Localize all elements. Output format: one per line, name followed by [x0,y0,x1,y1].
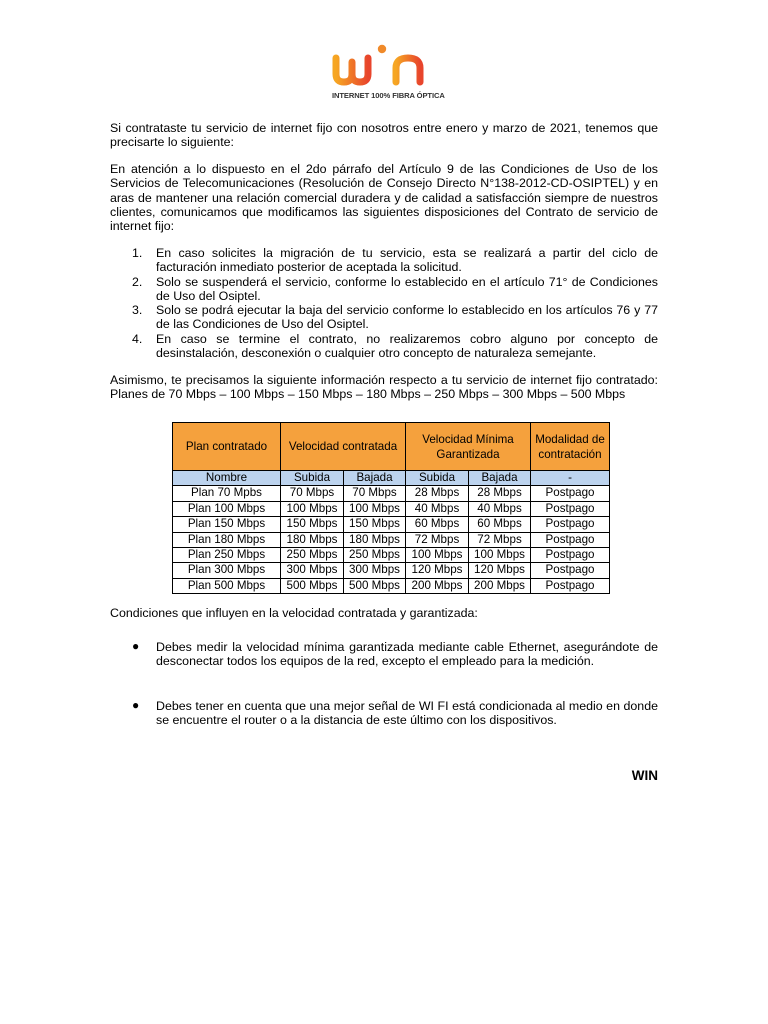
table-cell: 300 Mbps [281,563,344,578]
table-cell: 180 Mbps [344,532,406,547]
table-cell: 60 Mbps [469,517,531,532]
header-plan: Plan contratado [173,423,281,471]
table-cell: 28 Mbps [406,486,469,501]
subheader-cell: Subida [406,471,469,486]
table-cell: Plan 180 Mbps [173,532,281,547]
table-cell: 150 Mbps [281,517,344,532]
table-cell: Plan 300 Mbps [173,563,281,578]
table-cell: Plan 500 Mbps [173,578,281,593]
list-text: En caso solicites la migración de tu servicio, esta se realizará a partir del ciclo de facturación inmediato posterior de aceptada la solicitud. [156,246,658,275]
table-cell: 200 Mbps [406,578,469,593]
signature: WIN [631,768,658,783]
subheader-cell: Bajada [469,471,531,486]
table-cell: Plan 70 Mpbs [173,486,281,501]
table-header-row [173,423,610,471]
header-velocidad: Velocidad contratada [281,423,406,471]
list-item [110,332,658,361]
plans-table [172,422,610,594]
table-cell: 150 Mbps [344,517,406,532]
list-item [110,246,658,275]
intro-paragraph: Si contrataste tu servicio de internet fijo con nosotros entre enero y marzo de 2021, tenemos que precisarte lo siguiente: [110,121,658,150]
table-cell: Plan 150 Mbps [173,517,281,532]
table-cell: Postpago [531,578,610,593]
subheader-cell: Subida [281,471,344,486]
table-cell: Postpago [531,486,610,501]
table-row [173,486,610,501]
table-row [173,578,610,593]
table-cell: Postpago [531,501,610,516]
table-cell: 120 Mbps [406,563,469,578]
table-cell: 300 Mbps [344,563,406,578]
table-cell: 180 Mbps [281,532,344,547]
table-cell: 70 Mbps [281,486,344,501]
table-cell: 60 Mbps [406,517,469,532]
list-number: 2. [132,274,143,289]
table-row [173,548,610,563]
table-cell: 250 Mbps [344,548,406,563]
table-cell: Plan 100 Mbps [173,501,281,516]
table-cell: 28 Mbps [469,486,531,501]
table-row [173,517,610,532]
table-cell: 250 Mbps [281,548,344,563]
bullet-icon: ● [132,698,140,712]
table-cell: 100 Mbps [344,501,406,516]
bullet-list [110,699,658,728]
asimismo-paragraph: Asimismo, te precisamos la siguiente información respecto a tu servicio de internet fijo contratado: Planes de 70 Mbps – 100 Mbps – 150 Mbps – 180 Mbps – 250 Mbps – 300 Mbps – 500 Mbps [110,373,658,402]
table-cell: 500 Mbps [281,578,344,593]
header-minima: Velocidad Mínima Garantizada [406,423,531,471]
bullet-text: Debes tener en cuenta que una mejor señal de WI FI está condicionada al medio en donde se encuentre el router o a la distancia de este último con los dispositivos. [156,699,658,728]
list-text: Solo se suspenderá el servicio, conforme lo establecido en el artículo 71° de Condiciones de Uso del Osiptel. [156,274,658,303]
table-row [173,532,610,547]
table-cell: 200 Mbps [469,578,531,593]
list-number: 3. [132,303,143,318]
list-text: En caso se termine el contrato, no realizaremos cobro alguno por concepto de desinstalación, desconexión o cualquier otro concepto de naturaleza semejante. [156,331,658,361]
list-item [110,699,658,728]
table-cell: 72 Mbps [406,532,469,547]
list-number: 4. [132,331,143,346]
table-cell: 120 Mbps [469,563,531,578]
table-row [173,501,610,516]
table-cell: 72 Mbps [469,532,531,547]
bullet-list [110,640,658,669]
list-item [110,275,658,304]
subheader-cell: - [531,471,610,486]
subheader-cell: Nombre [173,471,281,486]
table-cell: 500 Mbps [344,578,406,593]
subheader-cell: Bajada [344,471,406,486]
win-logo [330,44,445,104]
table-cell: Postpago [531,517,610,532]
table-row [173,563,610,578]
table-cell: 100 Mbps [406,548,469,563]
logo-tagline: INTERNET 100% FIBRA ÓPTICA [332,91,445,100]
table-cell: 40 Mbps [469,501,531,516]
table-subheader-row [173,471,610,486]
numbered-list [110,246,658,360]
table-cell: Postpago [531,563,610,578]
bullet-icon: ● [132,639,140,653]
win-logo-wordmark [330,44,440,88]
list-text: Solo se podrá ejecutar la baja del servicio conforme lo establecido en los artículos 76 y 77 de las Condiciones de Uso del Osiptel. [156,303,658,332]
conditions-title: Condiciones que influyen en la velocidad contratada y garantizada: [110,606,478,620]
table-cell: Postpago [531,532,610,547]
list-item [110,303,658,332]
table-cell: Plan 250 Mbps [173,548,281,563]
table-cell: 100 Mbps [281,501,344,516]
header-modalidad: Modalidad de contratación [531,423,610,471]
table-cell: 70 Mbps [344,486,406,501]
table-cell: 40 Mbps [406,501,469,516]
attention-paragraph: En atención a lo dispuesto en el 2do párrafo del Artículo 9 de las Condiciones de Uso de los Servicios de Telecomunicaciones (Resolución de Consejo Directo N°138-2012-CD-OSIPTEL) y en aras de mantener una relación comercial duradera y de calidad a satisfacción siempre de nuestros clientes, comunicamos que modificamos las siguientes disposiciones del Contrato de servicio de internet fijo: [110,162,658,234]
table-cell: Postpago [531,548,610,563]
list-item [110,640,658,669]
bullet-text: Debes medir la velocidad mínima garantizada mediante cable Ethernet, asegurándote de desconectar todos los equipos de la red, excepto el empleado para la medición. [156,640,658,669]
table-cell: 100 Mbps [469,548,531,563]
list-number: 1. [132,246,143,260]
